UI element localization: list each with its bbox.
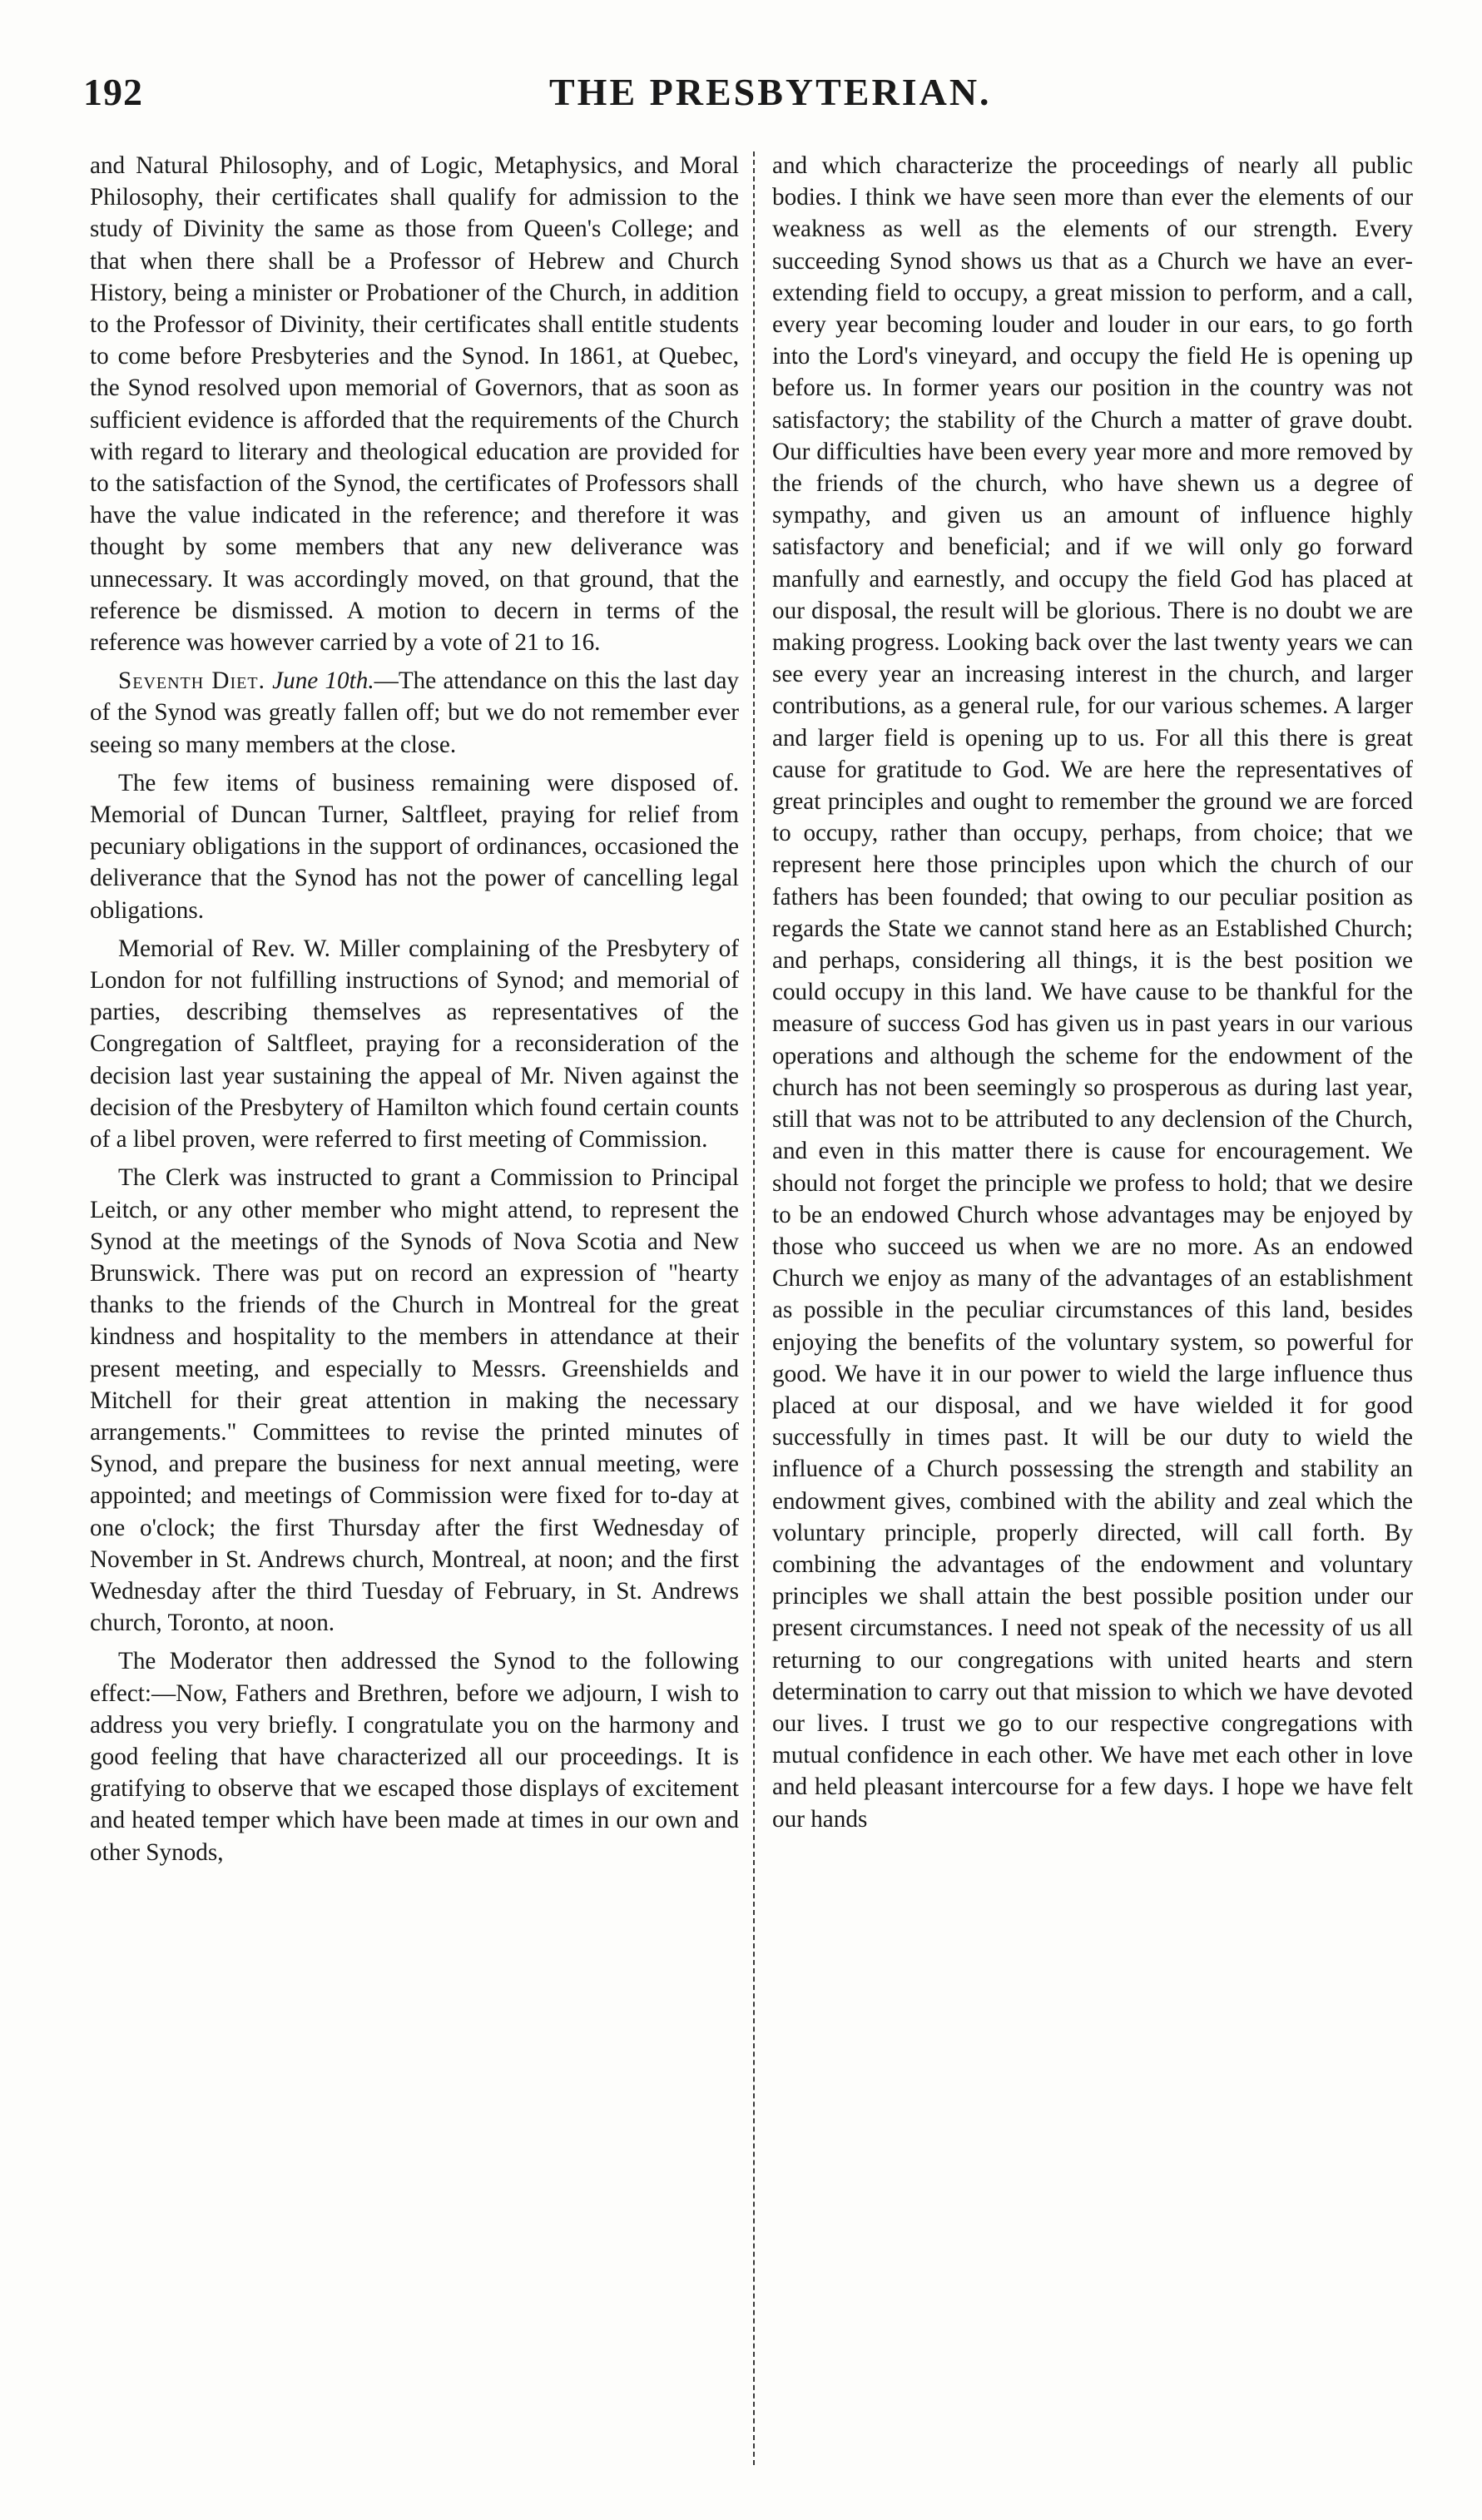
left-column	[90, 150, 739, 2480]
right-paragraph-continuation: and which characterize the proceedings of nearly all public bodies. I think we have seen more than ever the elements of our weakness as well as the elements of our strength. Every succeeding Synod shows us that as a Church we have an ever-extending field to occupy, a great mission to perform, and a call, every year becoming louder and louder in our ears, to go forth into the Lord's vineyard, and occupy the field He is opening up before us. In former years our position in the country was not satisfactory; the stability of the Church a matter of grave doubt. Our difficulties have been every year more and more removed by the friends of the church, who have shewn us a degree of sympathy, and given us an amount of influence highly satisfactory and beneficial; and if we will only go forward manfully and earnestly, and occupy the field God has placed at our disposal, the result will be glorious. There is no doubt we are making progress. Looking back over the last twenty years we can see every year an increasing interest in the church, and larger contributions, as a general rule, for our various schemes. A larger and larger field is opening up to us. For all this there is great cause for gratitude to God. We are here the representatives of great principles and ought to remember the ground we are forced to occupy, rather than occupy, perhaps, from choice; that we represent here those principles upon which the church of our fathers has been founded; that owing to our peculiar position as regards the State we cannot stand here as an Established Church; and perhaps, considering all things, it is the best position we could occupy in this land. We have cause to be thankful for the measure of success God has given us in past years in our various operations and although the scheme for the endowment of the church has not been seemingly so prosperous as during last year, still that was not to be attributed to any declension of the Church, and even in this matter there is cause for encouragement. We should not forget the principle we profess to hold; that we desire to be an endowed Church whose advantages may be enjoyed by those who succeed us when we are no more. As an endowed Church we enjoy as many of the advantages of an establishment as possible in the peculiar circumstances of this land, besides enjoying the benefits of the voluntary system, so powerful for good. We have it in our power to wield the large influence thus placed at our disposal, and we have wielded it for good successfully in times past. It will be our duty to wield the influence of a Church possessing the strength and stability an endowment gives, combined with the ability and zeal which the voluntary principle, properly directed, will call forth. By combining the advantages of the endowment and voluntary principles we shall attain the best possible position under our present circumstances. I need not speak of the necessity of us all returning to our congregations with united hearts and stern determination to carry out that mission to which we have devoted our lives. I trust we go to our respective congregations with mutual confidence in each other. We have met each other in love and held pleasant intercourse for a few days. I hope we have felt our hands	[772, 152, 1413, 1833]
clerk-paragraph: The Clerk was instructed to grant a Commission to Principal Leitch, or any other member who might attend, to represent the Synod at the meetings of the Synods of Nova Scotia and New Brunswick. There was put on record an expression of "hearty thanks to the friends of the Church in Montreal for the great kindness and hospitality to the members in attendance at their present meeting, and especially to Messrs. Greenshields and Mitchell for their great attention in making the necessary arrangements." Committees to revise the printed minutes of Synod, and prepare the business for next annual meeting, were appointed; and meetings of Commission were fixed for to-day at one o'clock; the first Thursday after the first Wednesday of November in St. Andrews church, Montreal, at noon; and the first Wednesday after the third Tuesday of February, in St. Andrews church, Toronto, at noon.	[90, 1164, 739, 1637]
diet-label: Seventh Diet.	[118, 667, 265, 695]
right-column	[772, 150, 1413, 2480]
seventh-diet-paragraph	[90, 665, 739, 761]
memorial-paragraph: Memorial of Rev. W. Miller complaining of the Presbytery of London for not fulfilling instructions of Synod; and memorial of parties, describing themselves as representatives of the Congregation of Saltfleet, praying for a reconsideration of the decision last year sustaining the appeal of Mr. Niven against the decision of the Presbytery of Hamilton which found certain counts of a libel proven, were referred to first meeting of Commission.	[90, 935, 739, 1153]
moderator-paragraph: The Moderator then addressed the Synod to the following effect:—Now, Fathers and Brethren, before we adjourn, I wish to address you very briefly. I congratulate you on the harmony and good feeling that have characterized all our proceedings. It is gratifying to observe that we escaped those displays of excitement and heated temper which have been made at times in our own and other Synods,	[90, 1648, 739, 1866]
page-number: 192	[83, 71, 143, 113]
diet-date: June 10th.	[272, 667, 374, 695]
column-divider	[753, 151, 755, 2465]
diet-text: —The attendance on this the last day of the Synod was greatly fallen off; but we do not remember ever seeing so many members at the close.	[90, 667, 739, 758]
page-header	[83, 70, 1415, 128]
running-title: THE PRESBYTERIAN.	[549, 71, 992, 113]
left-paragraph-continuation: and Natural Philosophy, and of Logic, Metaphysics, and Moral Philosophy, their certificates shall qualify for admission to the study of Divinity the same as those from Queen's College; and that when there shall be a Professor of Hebrew and Church History, being a minister or Probationer of the Church, in addition to the Professor of Divinity, their certificates shall entitle students to come before Presbyteries and the Synod. In 1861, at Quebec, the Synod resolved upon memorial of Governors, that as soon as sufficient evidence is afforded that the requirements of the Church with regard to literary and theological education are provided for to the satisfaction of the Synod, the certificates of Professors shall have the value indicated in the reference; and therefore it was thought by some members that any new deliverance was unnecessary. It was accordingly moved, on that ground, that the reference be dismissed. A motion to decern in terms of the reference was however carried by a vote of 21 to 16.	[90, 152, 739, 657]
business-paragraph: The few items of business remaining were disposed of. Memorial of Duncan Turner, Saltfleet, praying for relief from pecuniary obligations in the support of ordinances, occasioned the deliverance that the Synod has not the power of cancelling legal obligations.	[90, 769, 739, 924]
